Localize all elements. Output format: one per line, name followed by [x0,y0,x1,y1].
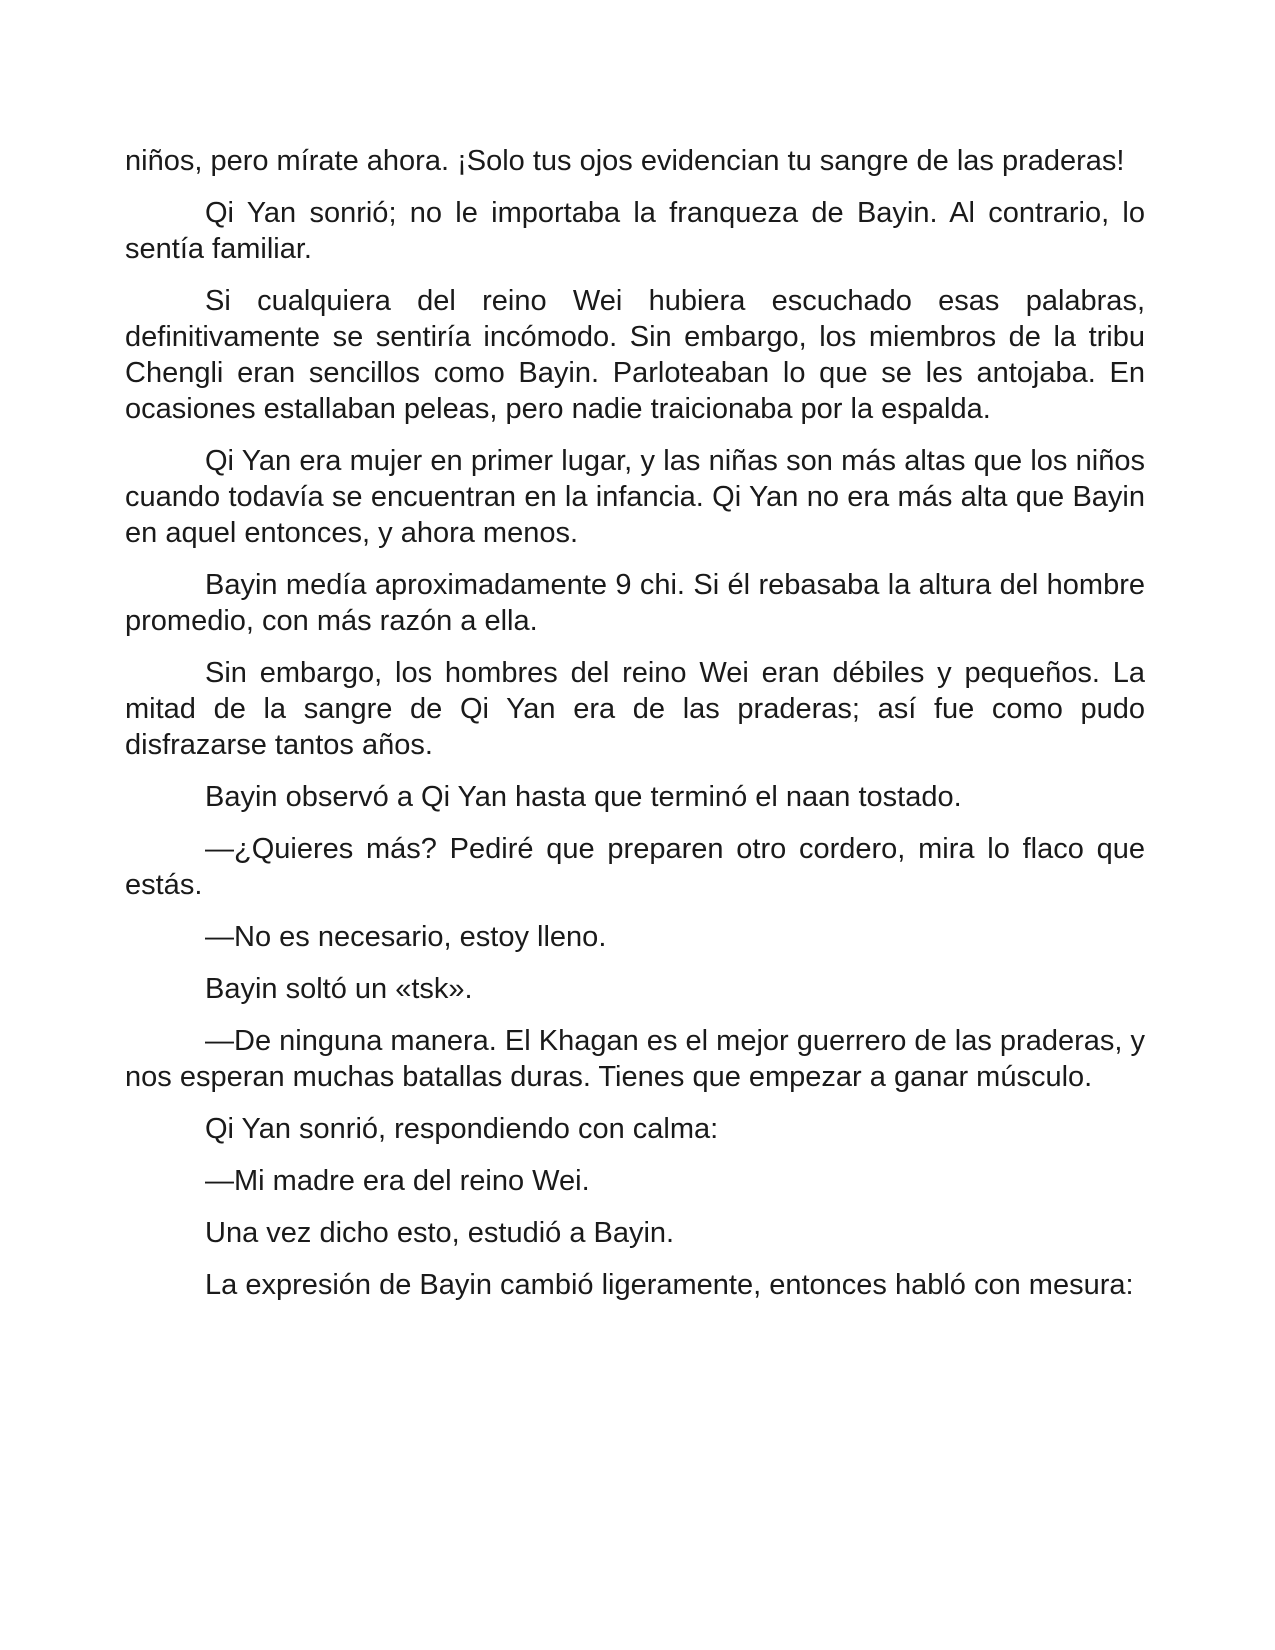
paragraph: Bayin medía aproximadamente 9 chi. Si él rebasaba la altura del hombre promedio, con más razón a ella. [125,569,1145,637]
paragraph: Qi Yan sonrió, respondiendo con calma: [205,1113,719,1145]
paragraph: Una vez dicho esto, estudió a Bayin. [205,1217,675,1249]
paragraph: Sin embargo, los hombres del reino Wei eran débiles y pequeños. La mitad de la sangre de Qi Yan era de las praderas; así fue como pudo disfrazarse tantos años. [125,657,1145,761]
dialogue-line: —¿Quieres más? Pediré que preparen otro cordero, mira lo flaco que estás. [125,833,1145,901]
dialogue-line: —De ninguna manera. El Khagan es el mejor guerrero de las praderas, y nos esperan muchas batallas duras. Tienes que empezar a ganar músculo. [125,1025,1145,1093]
dialogue-line: —Mi madre era del reino Wei. [205,1165,590,1197]
paragraph: Bayin soltó un «tsk». [205,973,473,1005]
dialogue-line: —No es necesario, estoy lleno. [205,921,607,953]
paragraph: Bayin observó a Qi Yan hasta que terminó el naan tostado. [205,781,962,813]
paragraph: niños, pero mírate ahora. ¡Solo tus ojos evidencian tu sangre de las praderas! [125,145,1125,177]
paragraph: Si cualquiera del reino Wei hubiera escuchado esas palabras, definitivamente se sentiría incómodo. Sin embargo, los miembros de la tribu Chengli eran sencillos como Bayin. Parloteaban lo que se les antojaba. En ocasiones estallaban peleas, pero nadie traicionaba por la espalda. [125,285,1145,425]
paragraph: La expresión de Bayin cambió ligeramente, entonces habló con mesura: [205,1269,1134,1301]
paragraph: Qi Yan era mujer en primer lugar, y las niñas son más altas que los niños cuando todavía se encuentran en la infancia. Qi Yan no era más alta que Bayin en aquel entonces, y ahora menos. [125,445,1145,549]
paragraph: Qi Yan sonrió; no le importaba la franqueza de Bayin. Al contrario, lo sentía familiar. [125,197,1145,265]
document-page [125,143,1145,1319]
